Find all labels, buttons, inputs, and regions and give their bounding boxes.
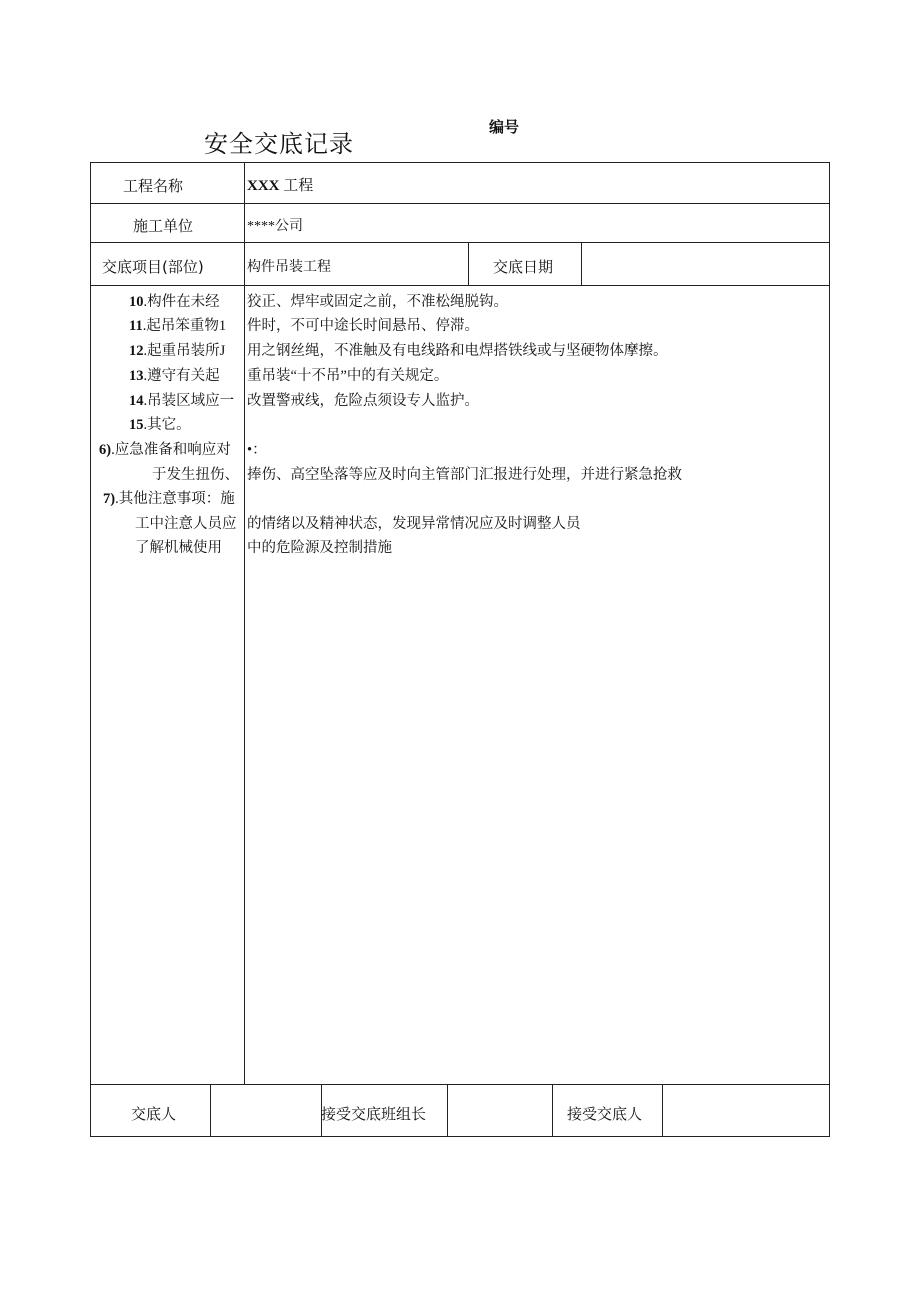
content-left-line: 13.遵守有关起: [129, 368, 220, 384]
content-left-line: 6).应急准备和响应对: [99, 442, 231, 458]
content-right-line: 狡正、焊牢或固定之前，不准松绳脱钩。: [247, 294, 508, 310]
disclosure-item-label: 交底项目(部位): [102, 258, 204, 276]
row-divider: [91, 203, 829, 204]
column-divider: [210, 1084, 211, 1137]
disclosure-item-value: 构件吊装工程: [247, 260, 331, 275]
content-left-line: 7).其他注意事项：施: [103, 491, 235, 507]
content-left-line: 了解机械使用: [135, 540, 222, 556]
content-right-line: 件时，不可中途长时间悬吊、停滞。: [247, 318, 479, 334]
project-name-value: [247, 174, 313, 195]
construction-unit-value: ****公司: [247, 219, 303, 234]
receiver-label: 接受交底人: [567, 1105, 643, 1123]
discloser-label: 交底人: [131, 1105, 177, 1123]
document-title: 安全交底记录: [204, 130, 354, 158]
column-divider: [581, 242, 582, 285]
row-divider: [91, 1084, 829, 1085]
code-label: 编号: [489, 118, 520, 136]
content-left-line: 10.构件在未经: [129, 294, 220, 310]
content-right-line: 重吊装“十不吊”中的有关规定。: [247, 368, 449, 384]
project-name-code: XXX: [247, 178, 280, 194]
construction-unit-label: 施工单位: [133, 217, 194, 235]
content-left-line: 15.其它。: [129, 417, 191, 433]
content-right-line: 的情绪以及精神状态，发现异常情况应及时调整人员: [247, 516, 581, 532]
content-left-line: 14.吊装区域应一: [129, 393, 235, 409]
content-right-line: 中的危险源及控制措施: [247, 540, 392, 556]
content-left-line: 12.起重吊装所J: [129, 343, 226, 359]
record-table: [90, 162, 830, 1137]
project-name-suffix: 工程: [283, 178, 314, 194]
column-divider: [244, 163, 245, 1084]
column-divider: [662, 1084, 663, 1137]
column-divider: [447, 1084, 448, 1137]
row-divider: [91, 285, 829, 286]
content-left-line: 11.起吊笨重物1: [129, 318, 227, 334]
column-divider: [552, 1084, 553, 1137]
disclosure-date-label: 交底日期: [493, 258, 554, 276]
column-divider: [468, 242, 469, 285]
row-divider: [91, 242, 829, 243]
team-leader-label: 接受交底班组长: [321, 1105, 427, 1123]
content-right-line: 用之钢丝绳，不准触及有电线路和电焊搭铁线或与坚硬物体摩擦。: [247, 343, 668, 359]
content-left-line: 工中注意人员应: [135, 516, 237, 532]
content-right-line: 改置警戒线，危险点须设专人监护。: [247, 393, 479, 409]
content-right-line: 捧伤、高空坠落等应及时向主管部门汇报进行处理，并进行紧急抢救: [247, 467, 682, 483]
project-name-label: 工程名称: [123, 177, 184, 195]
content-left-line: 于发生扭伤、: [152, 467, 239, 483]
content-right-line: •：: [247, 442, 267, 458]
